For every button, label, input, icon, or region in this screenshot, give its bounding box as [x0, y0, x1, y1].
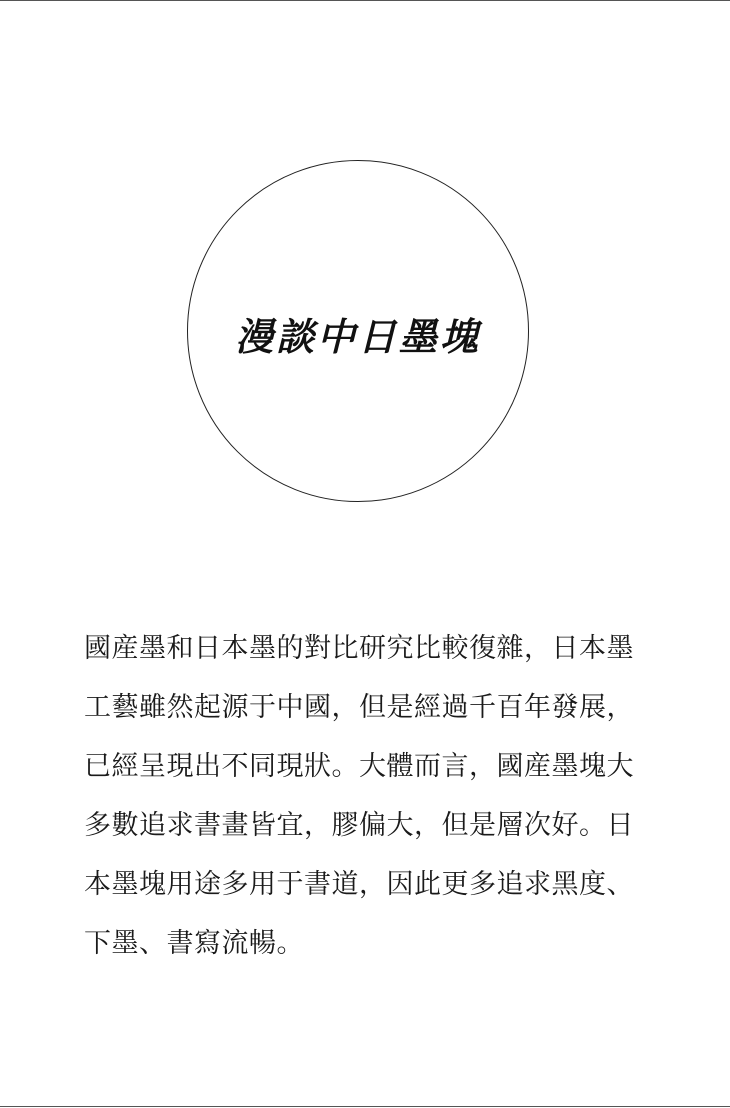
- bottom-divider: [0, 1106, 730, 1107]
- body-line: 下墨、書寫流暢。: [84, 928, 304, 959]
- body-paragraph: [84, 625, 659, 979]
- body-line: 本墨塊用途多用于書道，因此更多追求黑度、: [84, 869, 634, 900]
- body-line: 工藝雖然起源于中國，但是經過千百年發展，: [84, 692, 634, 723]
- title-circle: [187, 160, 529, 502]
- body-line: 已經呈現出不同現狀。大體而言，國産墨塊大: [84, 751, 634, 782]
- top-divider: [0, 0, 730, 1]
- body-line: 國産墨和日本墨的對比研究比較復雜，日本墨: [84, 633, 634, 664]
- body-line: 多數追求書畫皆宜，膠偏大，但是層次好。日: [84, 810, 634, 841]
- page-title: 漫談中日墨塊: [234, 313, 481, 359]
